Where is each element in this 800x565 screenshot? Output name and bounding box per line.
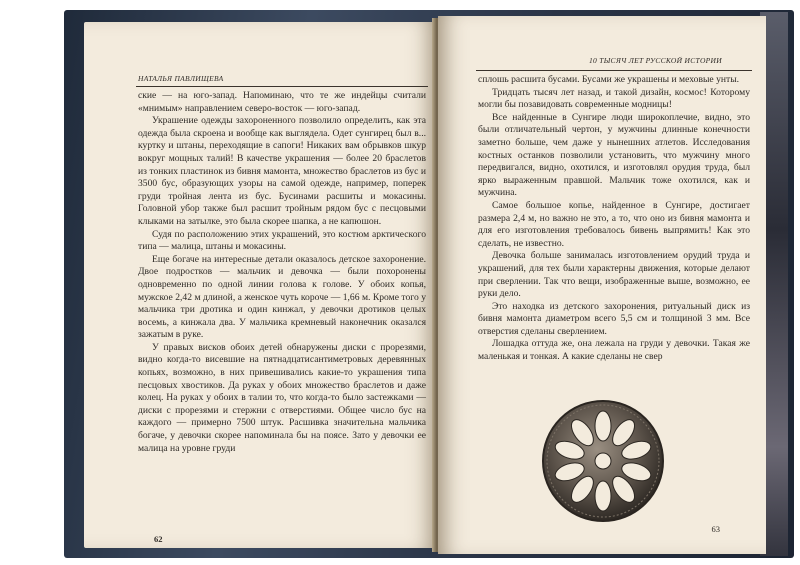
paragraph: Украшение одежды захороненного позволило определить, как эта одежда была скроена и вообще как выглядела. Одет сунгирец был в... куртку и штаны, переходящие в сапоги! Никаких вам обрывков шкур вокруг мощных талий! В качестве украшения — более 20 браслетов из тонких пластинок из бивня мамонта, множество браслетов из бус и 3500 бус, образующих узоры на самой одежде, например, поперек груди тройная лента из бус. Бусинами расшиты и мокасины. Головной убор также был расшит тройным рядом бус с песцовыми клыками на затылке, это была скорее шапка, а не капюшон. (138, 115, 426, 227)
page-number-left: 62 (154, 534, 163, 544)
paragraph: Тридцать тысяч лет назад, и такой дизайн, космос! Которому могли бы позавидовать современные модницы! (478, 86, 750, 111)
paragraph: Еще богаче на интересные детали оказалось детское захоронение. Двое подростков — мальчик и девочка — были похоронены одновременно по одной линии голова к голове. У обоих копья, мужское 2,42 м длиной, а женское чуть короче — 1,66 м. Кроме того у мальчика три дротика и один кинжал, у девочки дротиков целых восемь, а кинжала два. У мальчика кремневый наконечник оказался зажатым в руке. (138, 253, 426, 341)
left-page (84, 22, 436, 548)
paragraph: Самое большое копье, найденное в Сунгире, достигает размера 2,4 м, но важно не это, а то, что оно из бивня мамонта и для его изготовления требовалось бивень выпрямить! Как это сделать, не известно. (478, 199, 750, 249)
running-head-left: НАТАЛЬЯ ПАВЛИЩЕВА (138, 74, 224, 83)
running-head-right: 10 ТЫСЯЧ ЛЕТ РУССКОЙ ИСТОРИИ (588, 56, 722, 65)
paragraph: Девочка больше занималась изготовлением орудий труда и украшений, для тех были характерны движения, которые делают при сверлении. Так что вещи, изображенные выше, возможно, ее руки дело. (478, 250, 750, 300)
right-page (438, 16, 766, 554)
paragraph: сплошь расшита бусами. Бусами же украшены и меховые унты. (478, 74, 740, 85)
paragraph: Это находка из детского захоронения, ритуальный диск из бивня мамонта диаметром всего 5,5 см и толщиной 3 мм. Все отверстия сделаны сверлением. (478, 300, 750, 337)
paragraph: Все найденные в Сунгире люди широкоплечие, видно, это были отличательный чертон, у мужчины длинные конечности заметно больше, чем даже у нынешних атлетов. Исследования костных останков позволили установить, что мужчину много передвигался, видно, охотился, и изготовлял орудия труда, был ярко выраженным правшой. Мальчик тоже охотился, как и мужчина. (478, 111, 750, 199)
page-number-right: 63 (711, 524, 720, 534)
paragraph: ские — на юго-запад. Напоминаю, что те же индейцы считали «мнимым» направлением северо-восток — юго-запад. (138, 90, 426, 114)
header-rule-left (136, 86, 428, 87)
paragraph: Судя по расположению этих украшений, это костюм арктического типа — малица, штаны и мокасины. (138, 228, 426, 253)
right-page-text (478, 74, 750, 364)
header-rule-right (476, 70, 752, 71)
sungir-disc-icon (538, 396, 668, 526)
paragraph: Лошадка оттуда же, она лежала на груди у девочки. Такая же маленькая и тонкая. А какие сделаны не свер (478, 338, 750, 363)
left-page-text (138, 90, 426, 455)
paragraph: У правых висков обоих детей обнаружены диски с прорезями, видно когда-то висевшие на пятнадцатисантиметровых деревянных копьях, возможно, в них привешивались какие-то украшения типа песцовых хвостиков. Да руках у обоих множество браслетов и даже колец. На руках у обоих в талии то, что когда-то было застежками — диски с прорезями и стержни с отверстиями. Общее число бус на каждого — примерно 7500 штук. Расшивка значительна мальчика богаче, у девочки скорее напоминала бы на поясе. Зато у девочки ее малица на уровне груди (138, 341, 426, 454)
